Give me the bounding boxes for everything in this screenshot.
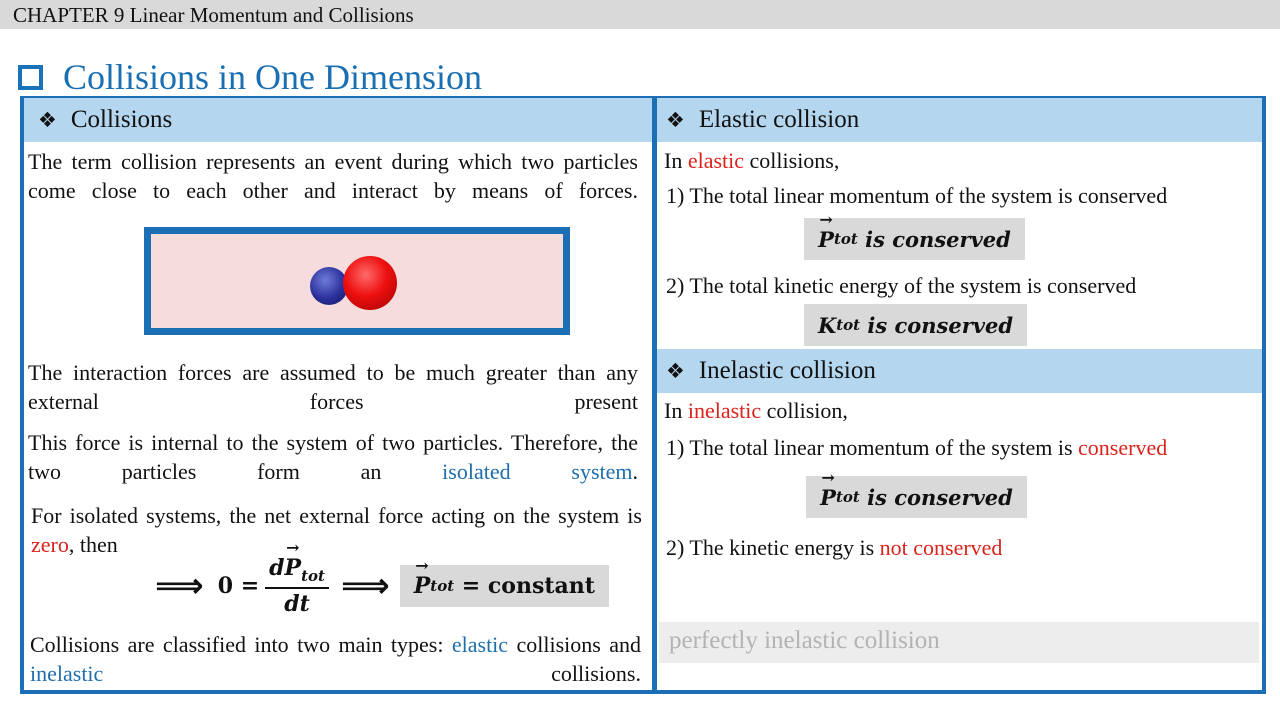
isolated-system-highlight: isolated system bbox=[442, 459, 633, 484]
slide-title bbox=[18, 56, 482, 98]
inelastic-item-2 bbox=[666, 533, 1002, 562]
classification-text: Collisions are classified into two main types: bbox=[30, 632, 452, 657]
inelastic-item-1 bbox=[666, 433, 1167, 462]
momentum-equation bbox=[155, 556, 609, 616]
const-p-vector: → P bbox=[414, 573, 431, 599]
elastic-heading-text: Elastic collision bbox=[698, 106, 860, 133]
diamond-bullet-icon: ❖ bbox=[666, 108, 685, 132]
classification-paragraph bbox=[30, 630, 641, 688]
eq-dt: dt bbox=[284, 591, 310, 617]
elastic-item-2: 2) The total kinetic energy of the system is conserved bbox=[666, 273, 1137, 298]
elastic-k-text: is conserved bbox=[860, 312, 1014, 338]
elastic-energy-box bbox=[804, 304, 1027, 346]
eq-p-vector: → P bbox=[285, 555, 302, 581]
elastic-heading bbox=[657, 98, 1262, 142]
elastic-intro bbox=[664, 146, 839, 175]
perfectly-inelastic-bar bbox=[659, 622, 1259, 663]
inelastic-heading bbox=[657, 349, 1262, 393]
inelastic-item-2-text: 2) The kinetic energy is bbox=[666, 535, 880, 560]
chapter-title: CHAPTER 9 Linear Momentum and Collisions bbox=[13, 3, 414, 27]
elastic-red: elastic bbox=[687, 148, 745, 173]
collision-definition-text: The term collision represents an event during which two particles come close to each other and interact by means of forces. bbox=[28, 149, 638, 203]
conserved-highlight: conserved bbox=[1078, 435, 1168, 460]
inelastic-intro-pre: In bbox=[664, 398, 688, 423]
elastic-highlight: elastic bbox=[451, 632, 509, 657]
classification-mid: collisions and bbox=[508, 632, 641, 657]
isolated-system-period: . bbox=[632, 459, 638, 484]
implies-arrow-icon: ⟹ bbox=[340, 566, 390, 606]
inelastic-item-1-text: 1) The total linear momentum of the system is bbox=[666, 435, 1079, 460]
interaction-forces-paragraph bbox=[28, 358, 638, 416]
elastic-p-vector: → P bbox=[818, 227, 834, 252]
eq-tot: tot bbox=[301, 567, 325, 585]
elastic-intro-post: collisions, bbox=[744, 148, 840, 173]
constant-box bbox=[400, 565, 609, 607]
isolated-system-paragraph bbox=[28, 428, 638, 486]
net-force-then: , then bbox=[68, 532, 118, 557]
diamond-bullet-icon: ❖ bbox=[38, 108, 57, 132]
elastic-k: K bbox=[817, 312, 837, 338]
classification-end: collisions. bbox=[103, 661, 641, 686]
inelastic-p-vector: → P bbox=[820, 485, 836, 510]
interaction-forces-text: The interaction forces are assumed to be much greater than any external forces present bbox=[28, 360, 638, 414]
inelastic-momentum-box bbox=[806, 476, 1027, 518]
inelastic-red: inelastic bbox=[687, 398, 762, 423]
eq-d: d bbox=[269, 555, 285, 581]
net-force-paragraph bbox=[31, 501, 642, 559]
elastic-intro-pre: In bbox=[664, 148, 688, 173]
net-force-text: For isolated systems, the net external force acting on the system is bbox=[31, 503, 642, 528]
collision-animation bbox=[144, 227, 570, 335]
elastic-item-1: 1) The total linear momentum of the system is conserved bbox=[666, 183, 1168, 208]
zero-highlight: zero bbox=[31, 532, 69, 557]
slide-title-text: Collisions in One Dimension bbox=[63, 57, 483, 97]
column-divider bbox=[652, 96, 657, 694]
eq-zero: 0 = bbox=[217, 573, 260, 599]
checkbox-bullet-icon bbox=[18, 65, 43, 90]
perfectly-inelastic-text: perfectly inelastic collision bbox=[669, 627, 940, 654]
elastic-momentum-box bbox=[804, 218, 1025, 260]
inelastic-highlight: inelastic bbox=[30, 661, 104, 686]
inelastic-p-text: is conserved bbox=[859, 484, 1013, 510]
diamond-bullet-icon: ❖ bbox=[666, 359, 685, 383]
collisions-heading-text: Collisions bbox=[70, 106, 173, 133]
inelastic-intro-post: collision, bbox=[761, 398, 848, 423]
not-conserved-highlight: not conserved bbox=[879, 535, 1003, 560]
isolated-system-text: This force is internal to the system of two particles. Therefore, the two particles form an bbox=[28, 430, 638, 484]
elastic-p-text: is conserved bbox=[857, 226, 1011, 252]
const-tot: tot bbox=[430, 577, 455, 595]
chapter-bar bbox=[0, 0, 1280, 29]
inelastic-p-tot: tot bbox=[835, 488, 860, 506]
inelastic-intro bbox=[664, 396, 848, 425]
elastic-p-tot: tot bbox=[833, 230, 858, 248]
implies-arrow-icon: ⟹ bbox=[155, 566, 204, 606]
collision-definition bbox=[28, 147, 638, 205]
collisions-heading bbox=[24, 98, 652, 142]
derivative-fraction bbox=[265, 555, 329, 617]
elastic-k-tot: tot bbox=[836, 316, 861, 334]
equals-constant: = constant bbox=[454, 573, 595, 599]
inelastic-heading-text: Inelastic collision bbox=[698, 357, 876, 384]
large-red-ball-icon bbox=[343, 256, 397, 310]
